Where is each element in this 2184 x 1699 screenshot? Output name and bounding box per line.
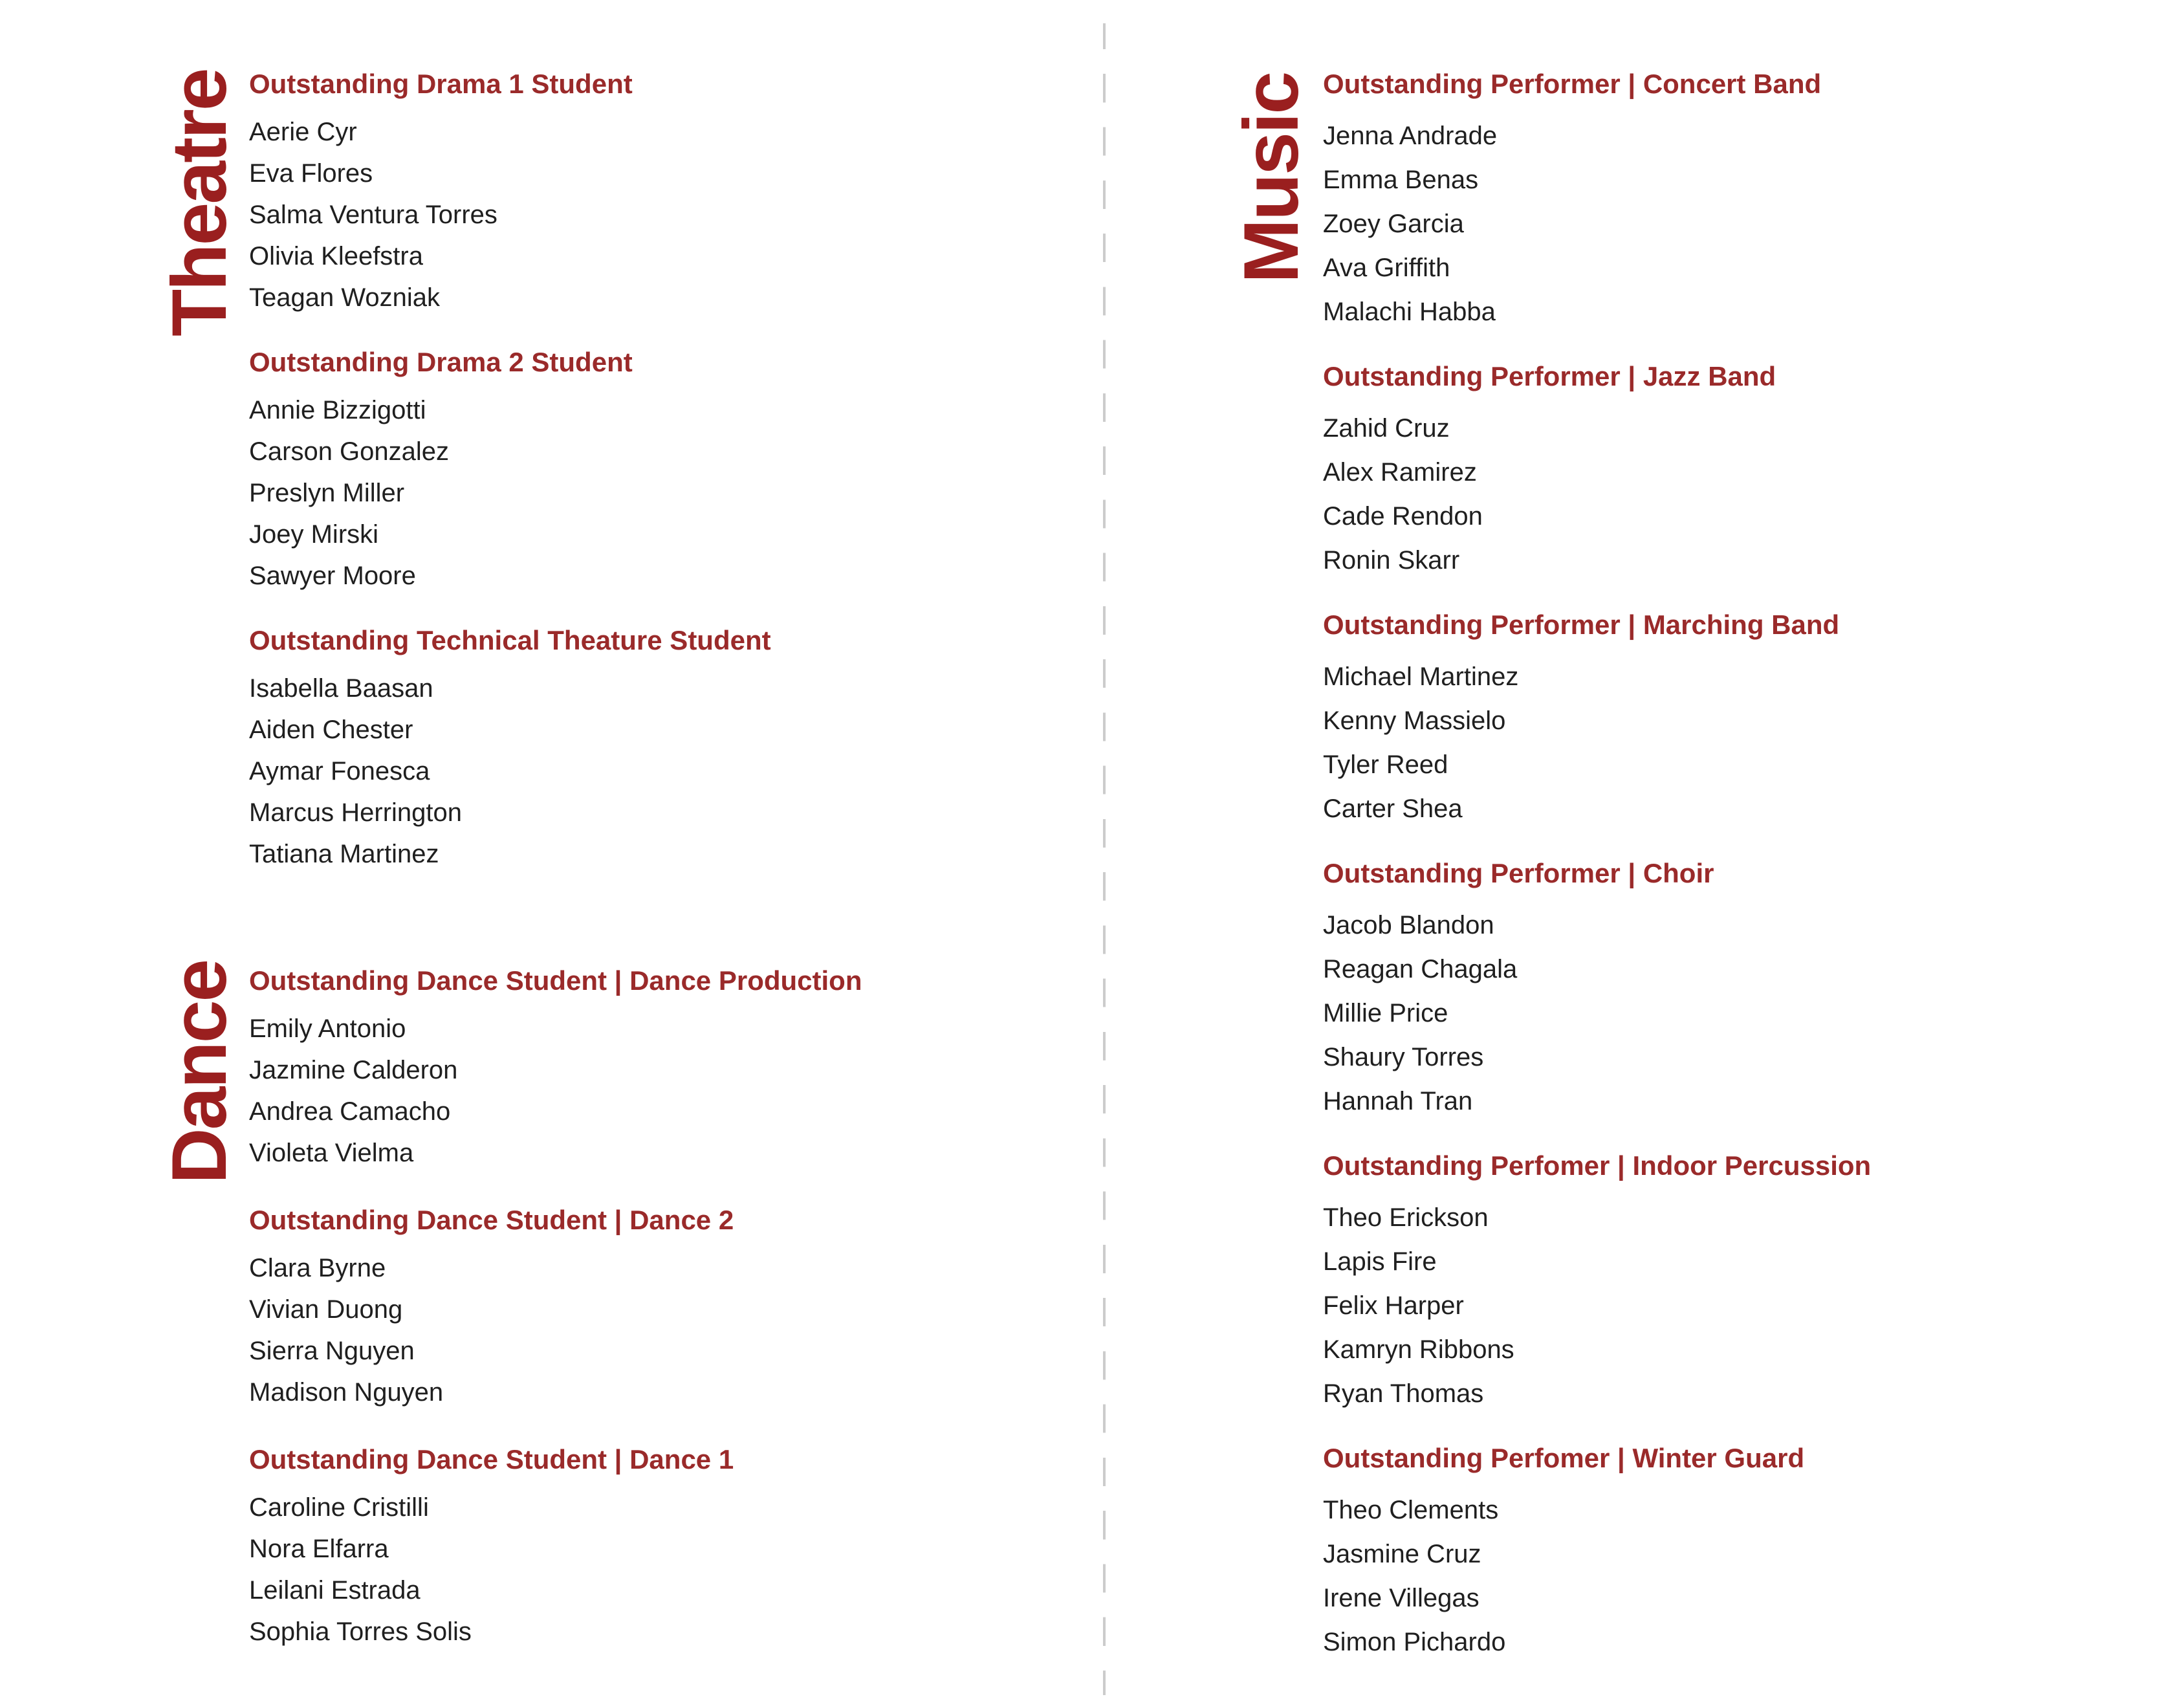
recipient-name: Kenny Massielo — [1323, 707, 1506, 735]
recipient-name: Preslyn Miller — [249, 479, 405, 507]
recipient-name: Vivian Duong — [249, 1295, 403, 1324]
recipient-name: Ronin Skarr — [1323, 546, 1460, 575]
recipient-list — [249, 111, 771, 318]
recipient-name: Felix Harper — [1323, 1291, 1464, 1320]
recipient-name: Sawyer Moore — [249, 562, 416, 590]
recipient-list — [1323, 406, 1871, 582]
dance-column — [249, 960, 862, 1678]
award-section — [1323, 356, 1871, 582]
recipient-name: Emily Antonio — [249, 1014, 406, 1043]
recipient-name: Annie Bizzigotti — [249, 396, 426, 424]
recipient-name: Carson Gonzalez — [249, 437, 450, 466]
recipient-name: Cade Rendon — [1323, 502, 1483, 531]
recipient-name: Michael Martinez — [1323, 663, 1519, 691]
award-section — [1323, 604, 1871, 831]
recipient-name: Violeta Vielma — [249, 1139, 414, 1167]
recipient-name: Tyler Reed — [1323, 751, 1448, 779]
recipient-name: Jenna Andrade — [1323, 122, 1498, 150]
recipient-list — [1323, 903, 1871, 1123]
recipient-name: Ryan Thomas — [1323, 1379, 1484, 1408]
recipient-name: Olivia Kleefstra — [249, 242, 423, 270]
music-column — [1323, 63, 1871, 1686]
center-divider — [1103, 23, 1106, 1695]
heading-dance: Dance — [156, 960, 243, 1184]
award-section — [1323, 853, 1871, 1123]
recipient-name: Marcus Herrington — [249, 798, 463, 827]
award-section — [249, 342, 771, 597]
recipient-name: Lapis Fire — [1323, 1247, 1437, 1276]
award-title: Outstanding Drama 1 Student — [249, 69, 633, 99]
recipient-name: Clara Byrne — [249, 1254, 386, 1282]
recipient-name: Aiden Chester — [249, 716, 413, 744]
recipient-name: Eva Flores — [249, 159, 373, 188]
award-title: Outstanding Dance Student | Dance Production — [249, 965, 862, 996]
award-title: Outstanding Technical Theature Student — [249, 625, 771, 655]
recipient-list — [1323, 114, 1871, 334]
recipient-name: Hannah Tran — [1323, 1087, 1473, 1115]
recipient-name: Jasmine Cruz — [1323, 1540, 1481, 1568]
recipient-name: Aymar Fonesca — [249, 757, 430, 785]
recipient-list — [249, 1247, 862, 1413]
recipient-name: Kamryn Ribbons — [1323, 1335, 1514, 1364]
award-title: Outstanding Dance Student | Dance 2 — [249, 1205, 734, 1235]
award-section — [249, 1200, 862, 1413]
recipient-name: Zahid Cruz — [1323, 414, 1450, 443]
recipient-name: Simon Pichardo — [1323, 1628, 1506, 1656]
recipient-name: Andrea Camacho — [249, 1097, 451, 1126]
recipient-name: Leilani Estrada — [249, 1576, 420, 1605]
recipient-name: Millie Price — [1323, 999, 1448, 1027]
recipient-name: Ava Griffith — [1323, 254, 1450, 282]
recipient-list — [249, 1487, 862, 1652]
award-title: Outstanding Performer | Choir — [1323, 858, 1714, 888]
recipient-list — [249, 1008, 862, 1174]
recipient-name: Emma Benas — [1323, 166, 1479, 194]
recipient-list — [249, 389, 771, 597]
award-title: Outstanding Perfomer | Indoor Percussion — [1323, 1150, 1872, 1181]
award-title: Outstanding Dance Student | Dance 1 — [249, 1444, 734, 1474]
award-section — [1323, 63, 1871, 334]
recipient-name: Zoey Garcia — [1323, 210, 1464, 238]
recipient-name: Isabella Baasan — [249, 674, 433, 703]
award-section — [1323, 1145, 1871, 1416]
award-title: Outstanding Drama 2 Student — [249, 347, 633, 377]
recipient-name: Teagan Wozniak — [249, 283, 440, 312]
award-section — [249, 620, 771, 875]
recipient-name: Tatiana Martinez — [249, 840, 439, 868]
award-section — [249, 960, 862, 1174]
recipient-list — [1323, 1196, 1871, 1416]
recipient-name: Malachi Habba — [1323, 298, 1496, 326]
award-title: Outstanding Performer | Concert Band — [1323, 69, 1822, 99]
recipient-name: Salma Ventura Torres — [249, 201, 497, 229]
recipient-name: Theo Clements — [1323, 1496, 1499, 1524]
recipient-name: Joey Mirski — [249, 520, 379, 549]
recipient-name: Aerie Cyr — [249, 118, 357, 146]
recipient-list — [249, 668, 771, 875]
award-section — [1323, 1438, 1871, 1664]
award-section — [249, 63, 771, 318]
recipient-name: Shaury Torres — [1323, 1043, 1484, 1071]
heading-theatre: Theatre — [156, 69, 243, 336]
award-title: Outstanding Performer | Jazz Band — [1323, 361, 1776, 391]
recipient-name: Madison Nguyen — [249, 1378, 444, 1407]
recipient-list — [1323, 1488, 1871, 1664]
award-section — [249, 1439, 862, 1652]
recipient-list — [1323, 655, 1871, 831]
recipient-name: Sierra Nguyen — [249, 1337, 415, 1365]
recipient-name: Jacob Blandon — [1323, 911, 1494, 939]
recipient-name: Carter Shea — [1323, 795, 1463, 823]
recipient-name: Jazmine Calderon — [249, 1056, 458, 1084]
recipient-name: Reagan Chagala — [1323, 955, 1518, 983]
recipient-name: Sophia Torres Solis — [249, 1617, 472, 1646]
award-title: Outstanding Performer | Marching Band — [1323, 609, 1840, 640]
theatre-column — [249, 63, 771, 898]
recipient-name: Nora Elfarra — [249, 1535, 389, 1563]
recipient-name: Theo Erickson — [1323, 1203, 1489, 1232]
award-title: Outstanding Perfomer | Winter Guard — [1323, 1443, 1805, 1473]
recipient-name: Irene Villegas — [1323, 1584, 1480, 1612]
heading-music: Music — [1228, 72, 1315, 283]
recipient-name: Alex Ramirez — [1323, 458, 1477, 487]
recipient-name: Caroline Cristilli — [249, 1493, 429, 1522]
